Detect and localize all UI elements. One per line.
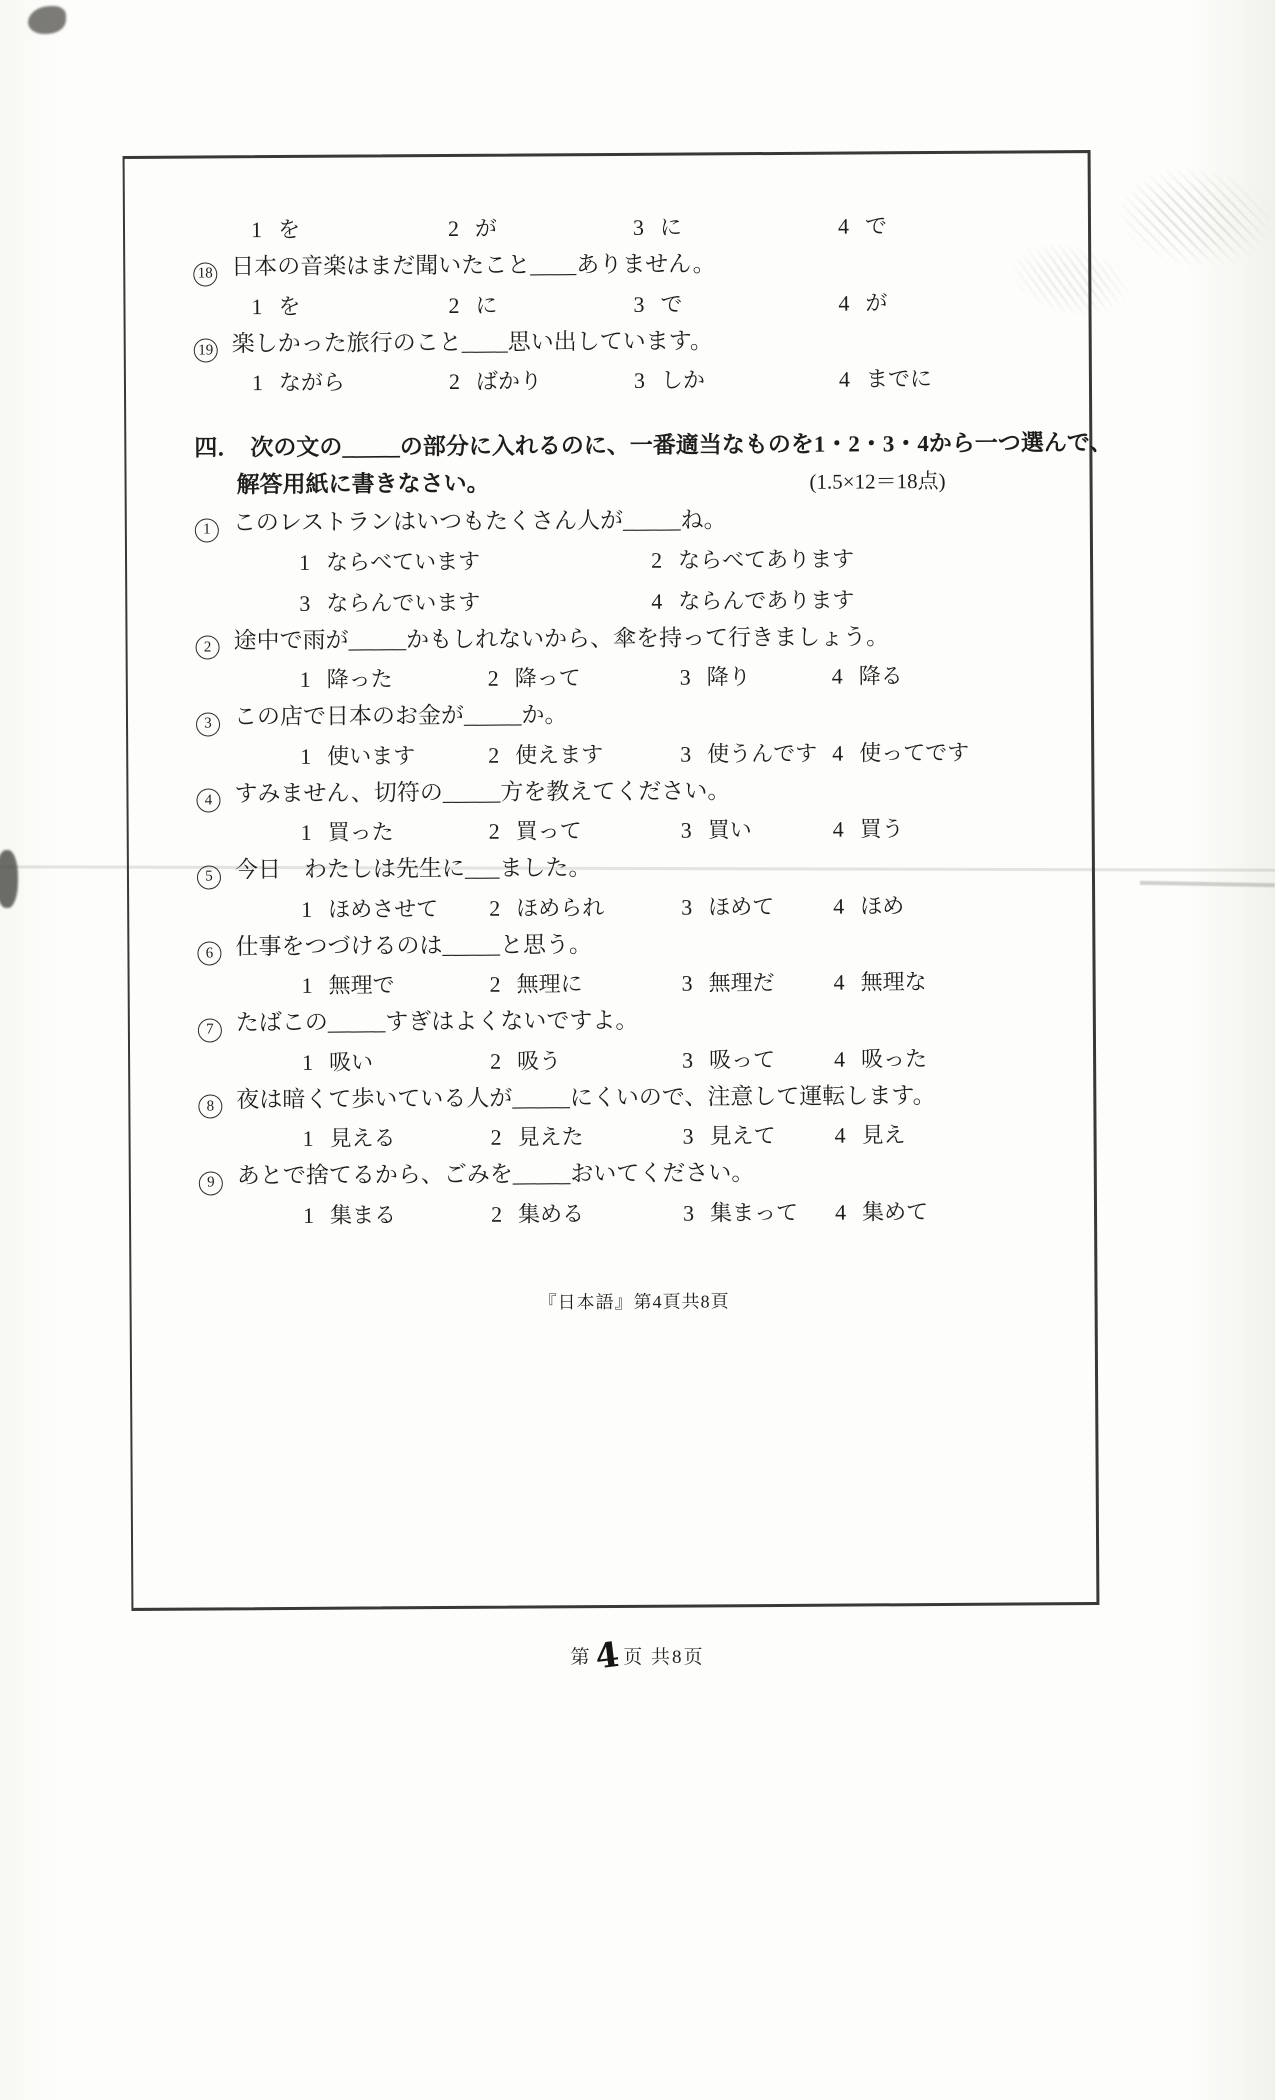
option-text: ならんでいます xyxy=(326,589,481,616)
option-number: 2 xyxy=(488,818,500,844)
options-row-q4 xyxy=(301,811,1066,849)
option xyxy=(489,890,681,924)
question-number-badge: 3 xyxy=(196,712,220,736)
option-number: 4 xyxy=(834,1122,846,1148)
outer-page-footer xyxy=(0,1632,1275,1678)
question-7 xyxy=(198,1001,1067,1042)
option-number: 4 xyxy=(838,366,851,392)
option xyxy=(300,662,488,696)
option-text: を xyxy=(277,216,301,243)
question-number-badge: 19 xyxy=(194,338,218,362)
section-instructions-line2: 解答用紙に書きなさい。 xyxy=(236,470,490,498)
scan-artifact-smudge xyxy=(1115,162,1274,272)
options-row-q9 xyxy=(303,1194,1068,1232)
option xyxy=(833,811,1066,845)
option-number: 1 xyxy=(251,370,264,396)
option-number: 4 xyxy=(837,213,850,239)
option-text: ならんであります xyxy=(678,587,855,614)
option xyxy=(489,814,681,848)
option-text: 買い xyxy=(707,817,752,843)
option-number: 4 xyxy=(651,588,663,614)
option-text: 見えて xyxy=(709,1122,776,1149)
option xyxy=(683,1195,835,1229)
question-number-badge: 4 xyxy=(196,788,220,812)
option-number: 3 xyxy=(682,1123,694,1149)
option-text: 吸った xyxy=(861,1045,928,1071)
options-grid-q1 xyxy=(299,541,1064,620)
option-number: 2 xyxy=(490,1124,502,1150)
option-number: 3 xyxy=(299,590,311,616)
option xyxy=(681,889,833,923)
option-number: 1 xyxy=(251,293,263,319)
option xyxy=(682,1042,834,1076)
option xyxy=(488,737,680,771)
option-number: 4 xyxy=(832,740,844,766)
option-number: 3 xyxy=(679,664,691,690)
option-text: 降る xyxy=(858,663,903,689)
question-prompt: たばこの_____すぎはよくないですよ。 xyxy=(235,1007,639,1036)
question-prompt: 夜は暗くて歩いている人が_____にくいので、注意して運転します。 xyxy=(236,1082,936,1112)
exam-page-frame xyxy=(123,150,1113,1611)
question-1 xyxy=(195,501,1064,542)
option-text: 集めて xyxy=(861,1198,929,1224)
option xyxy=(303,1197,491,1231)
option-text: 使います xyxy=(327,742,416,769)
question-prompt: 楽しかった旅行のこと____思い出しています。 xyxy=(231,327,713,356)
scan-artifact-crease-blob xyxy=(0,850,18,908)
option-text: ならべてあります xyxy=(677,546,855,573)
option xyxy=(633,286,838,320)
question-5 xyxy=(197,848,1066,889)
option-text: ながら xyxy=(278,369,346,396)
option xyxy=(301,891,489,925)
option xyxy=(448,211,633,245)
option-number: 1 xyxy=(302,1202,315,1228)
option-text: 無理に xyxy=(516,971,583,997)
question-8 xyxy=(198,1078,1067,1119)
question-18 xyxy=(193,245,1062,286)
option-text: 降って xyxy=(514,665,581,691)
option-number: 3 xyxy=(682,1047,694,1073)
option-text: ほめられ xyxy=(516,894,605,921)
option-number: 1 xyxy=(300,743,312,769)
option-number: 1 xyxy=(299,666,311,692)
option-text: 吸い xyxy=(329,1048,374,1075)
option xyxy=(835,1194,1068,1228)
option-text: 集まって xyxy=(709,1199,799,1225)
option xyxy=(838,285,1062,319)
option-number: 2 xyxy=(489,895,501,921)
option xyxy=(682,966,834,1000)
option xyxy=(634,363,839,397)
question-number-badge: 1 xyxy=(195,518,219,542)
option-number: 4 xyxy=(833,893,845,919)
handwritten-page-number: 4 xyxy=(592,1634,624,1678)
option-text: を xyxy=(278,293,301,319)
question-prompt: この店で日本のお金が_____か。 xyxy=(233,702,568,730)
option xyxy=(839,361,1063,395)
option xyxy=(302,968,490,1002)
question-3 xyxy=(196,695,1065,736)
option xyxy=(449,364,634,398)
option xyxy=(490,1120,682,1154)
option xyxy=(838,208,1062,242)
question-number-badge: 5 xyxy=(197,865,221,889)
option-text: 買った xyxy=(327,819,394,845)
scan-artifact-corner-mark xyxy=(28,6,66,34)
question-6 xyxy=(197,925,1066,966)
option-number: 3 xyxy=(680,741,692,767)
question-prompt: 途中で雨が_____かもしれないから、傘を持って行きましょう。 xyxy=(233,623,890,653)
options-row-q19 xyxy=(252,361,1063,399)
option-text: 吸って xyxy=(709,1046,776,1072)
question-prompt: 今日 わたしは先生に___ました。 xyxy=(234,855,592,883)
option-text: が xyxy=(865,289,888,315)
option-number: 4 xyxy=(834,1199,847,1225)
options-row-q2 xyxy=(300,658,1065,696)
option-number: 2 xyxy=(448,292,460,318)
option-number: 3 xyxy=(682,1199,695,1226)
inner-page-footer: 『日本語』第4頁共8頁 xyxy=(538,1290,730,1312)
options-row-q7 xyxy=(302,1041,1067,1079)
option xyxy=(301,815,489,849)
question-number-badge: 2 xyxy=(195,635,219,659)
option xyxy=(448,287,633,321)
option xyxy=(251,288,448,322)
option xyxy=(834,964,1067,998)
option-number: 4 xyxy=(832,816,844,842)
section-heading xyxy=(194,426,1113,464)
option-number: 1 xyxy=(301,896,313,922)
option-text: ならべています xyxy=(325,548,481,575)
option-number: 1 xyxy=(300,819,312,845)
option-number: 2 xyxy=(490,1201,503,1227)
option xyxy=(300,738,488,772)
option xyxy=(682,1119,834,1153)
option-number: 2 xyxy=(650,547,663,573)
option-number: 4 xyxy=(838,290,850,316)
option-number: 2 xyxy=(487,665,499,691)
option-number: 1 xyxy=(298,549,311,575)
option xyxy=(834,1117,1067,1151)
option-number: 4 xyxy=(831,663,843,689)
option xyxy=(488,661,680,695)
option xyxy=(490,1043,682,1077)
option-text: 無理で xyxy=(328,972,395,998)
option-number: 2 xyxy=(448,368,461,394)
option xyxy=(832,658,1065,692)
option-number: 2 xyxy=(489,971,501,997)
question-prompt: 日本の音楽はまだ聞いたこと____ありません。 xyxy=(231,251,716,280)
option-text: 見えた xyxy=(517,1124,584,1150)
option-number: 3 xyxy=(632,214,645,240)
question-prompt: すみません、切符の_____方を教えてください。 xyxy=(234,777,731,806)
option-number: 3 xyxy=(633,291,645,317)
question-number-badge: 7 xyxy=(198,1018,222,1042)
question-prompt: あとで捨てるから、ごみを_____おいてください。 xyxy=(236,1160,755,1189)
option xyxy=(834,1041,1067,1075)
option-text: しか xyxy=(660,367,706,393)
option-text: 集める xyxy=(517,1200,585,1227)
option-text: 使えます xyxy=(515,741,604,768)
section-instructions-line1: 次の文の_____の部分に入れるのに、一番適当なものを1・2・3・4から一つ選んで、 xyxy=(250,429,1113,461)
option-text: 買う xyxy=(859,816,904,842)
option xyxy=(832,735,1065,769)
option-text: 降った xyxy=(326,666,393,692)
option-text: 無理な xyxy=(860,969,927,995)
option-text: 吸う xyxy=(517,1047,562,1074)
option-text: 見え xyxy=(861,1122,906,1148)
option-text: ほめさせて xyxy=(328,895,439,922)
option-number: 1 xyxy=(302,1125,314,1151)
section-heading-line2 xyxy=(194,463,1063,502)
option xyxy=(299,584,651,619)
option-number: 2 xyxy=(490,1048,502,1074)
option-number: 1 xyxy=(301,972,313,998)
option xyxy=(251,212,448,246)
option-number: 3 xyxy=(681,894,693,920)
option xyxy=(299,543,651,578)
option-text: ばかり xyxy=(475,368,543,394)
question-prompt: このレストランはいつもたくさん人が_____ね。 xyxy=(232,507,727,536)
option-text: 降り xyxy=(706,664,751,690)
options-row-q18 xyxy=(251,285,1062,323)
footer-suffix: 页 共8页 xyxy=(623,1647,705,1668)
options-row-q3 xyxy=(300,735,1065,773)
option-text: までに xyxy=(865,366,933,392)
option-text: 使ってです xyxy=(859,739,970,765)
option-text: 無理だ xyxy=(708,970,775,996)
option-number: 2 xyxy=(488,742,500,768)
option xyxy=(681,813,833,847)
option-text: が xyxy=(474,215,498,241)
option xyxy=(651,582,1064,618)
question-number-badge: 18 xyxy=(193,262,217,286)
question-number-badge: 9 xyxy=(199,1171,223,1195)
option-number: 1 xyxy=(302,1049,314,1075)
question-number-badge: 6 xyxy=(197,941,221,965)
option-number: 1 xyxy=(250,217,263,243)
option xyxy=(491,1196,683,1230)
option-text: 使うんです xyxy=(707,740,818,766)
option-text: 見える xyxy=(329,1125,396,1151)
option-number: 4 xyxy=(834,1046,846,1072)
option-text: ほめ xyxy=(860,892,905,918)
options-row-q8 xyxy=(302,1117,1067,1155)
option-text: に xyxy=(475,292,498,318)
option-number: 3 xyxy=(633,367,646,393)
option-text: 集まる xyxy=(329,1201,397,1228)
question-4 xyxy=(196,772,1065,813)
section-number: 四． xyxy=(194,435,241,461)
scan-artifact-crease xyxy=(1140,881,1275,887)
option-text: で xyxy=(660,291,683,317)
question-prompt: 仕事をつづけるのは_____と思う。 xyxy=(235,931,592,959)
options-row-q5 xyxy=(301,888,1066,926)
question-9 xyxy=(199,1154,1068,1195)
option-text: に xyxy=(659,214,683,240)
options-row-q6 xyxy=(302,964,1067,1002)
option xyxy=(833,888,1066,922)
option-text: ほめて xyxy=(708,893,775,919)
option xyxy=(680,660,832,694)
option-number: 3 xyxy=(680,817,692,843)
question-number-badge: 8 xyxy=(198,1094,222,1118)
option xyxy=(252,365,449,399)
question-2 xyxy=(195,619,1064,660)
option xyxy=(302,1121,490,1155)
question-19 xyxy=(194,322,1063,363)
option xyxy=(633,210,838,244)
option-text: 買って xyxy=(515,818,582,844)
option xyxy=(490,967,682,1001)
option xyxy=(680,736,832,770)
option xyxy=(302,1044,490,1078)
option-number: 4 xyxy=(833,969,845,995)
option-number: 2 xyxy=(447,215,460,241)
options-row-q17 xyxy=(251,208,1062,246)
footer-prefix: 第 xyxy=(570,1647,592,1668)
section-points: (1.5×12＝18点) xyxy=(809,468,946,494)
option-number: 3 xyxy=(681,970,693,996)
option-text: で xyxy=(864,213,888,239)
option xyxy=(651,541,1064,577)
